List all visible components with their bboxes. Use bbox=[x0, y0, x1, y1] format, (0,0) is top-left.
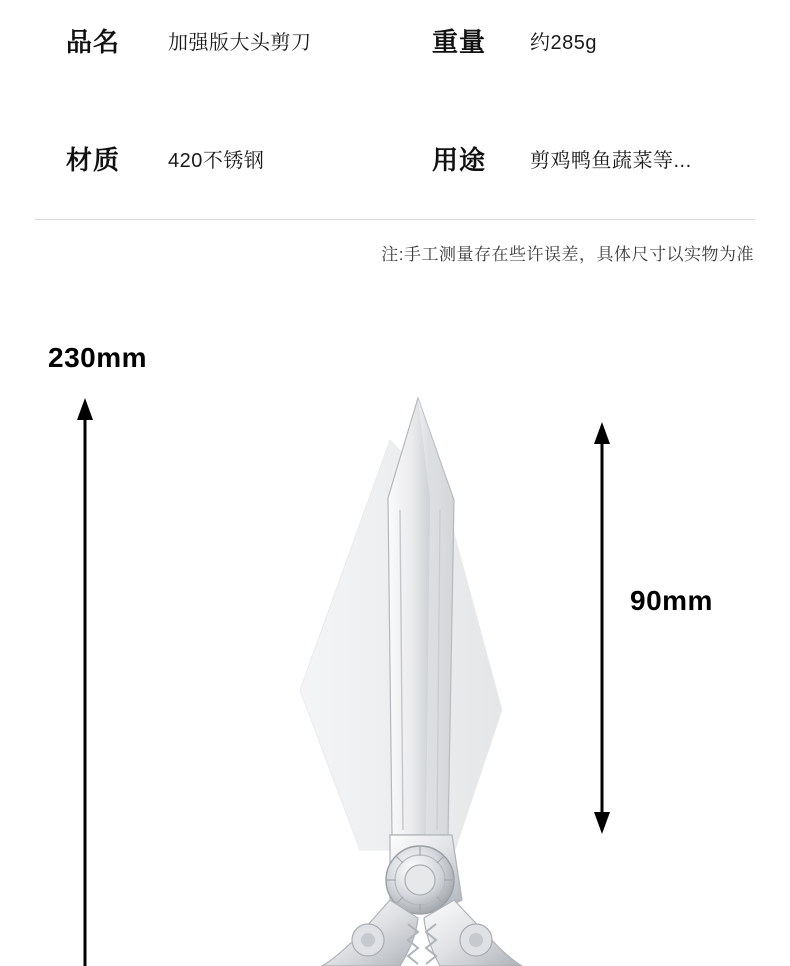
blade-length-arrow bbox=[594, 422, 610, 834]
dimension-label-blade-length: 90mm bbox=[630, 585, 713, 616]
specification-table bbox=[0, 0, 790, 224]
spec-label-weight: 重量 bbox=[432, 26, 487, 57]
dimension-label-total-length: 230mm bbox=[48, 342, 148, 373]
total-length-arrow bbox=[77, 398, 93, 966]
scissors-illustration bbox=[240, 380, 570, 966]
table-row bbox=[0, 10, 790, 70]
product-dimension-diagram bbox=[0, 300, 790, 966]
spec-value-weight: 约285g bbox=[530, 31, 597, 54]
section-divider bbox=[35, 219, 755, 220]
spec-label-material: 材质 bbox=[66, 144, 121, 175]
spec-value-usage: 剪鸡鸭鱼蔬菜等... bbox=[530, 149, 692, 172]
spec-label-usage: 用途 bbox=[432, 144, 487, 175]
spec-value-product-name: 加强版大头剪刀 bbox=[168, 31, 312, 54]
spec-value-material: 420不锈钢 bbox=[168, 149, 265, 172]
spec-label-product-name: 品名 bbox=[66, 26, 121, 57]
measurement-note: 注:手工测量存在些许误差，具体尺寸以实物为准 bbox=[381, 245, 754, 264]
table-row bbox=[0, 128, 790, 188]
